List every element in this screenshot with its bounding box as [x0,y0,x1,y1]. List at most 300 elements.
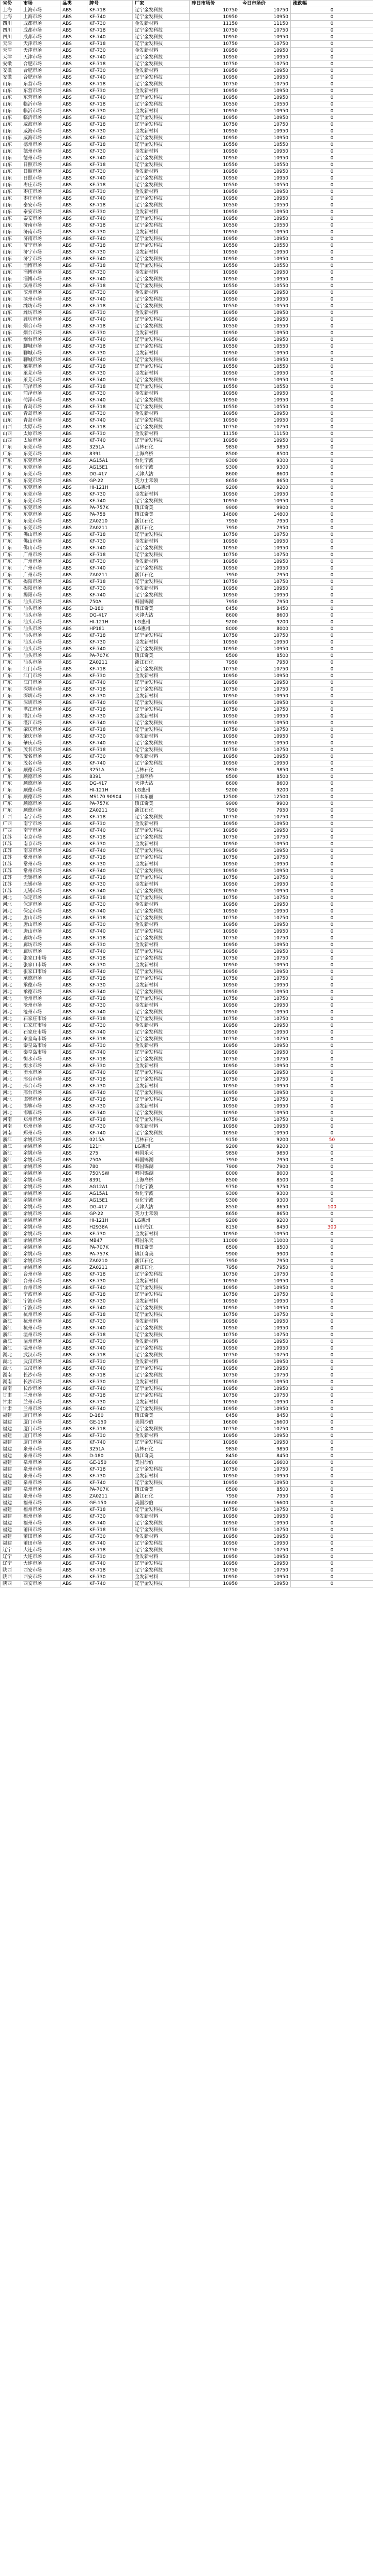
cell-grade: HI-121H [87,485,133,491]
cell-today-price: 10750 [240,1426,291,1433]
cell-yesterday-price: 9900 [190,1251,240,1258]
table-row [1,276,373,283]
table-row [1,108,373,115]
cell-maker: 辽宁金发科技 [133,1440,190,1446]
cell-province: 福建 [1,1453,21,1460]
table-row [1,431,373,438]
cell-category: ABS [60,115,87,122]
table-row [1,720,373,727]
cell-grade: KF-730 [87,1379,133,1386]
cell-maker: 辽宁金发科技 [133,552,190,559]
cell-market: 武汉市场 [21,1366,60,1372]
cell-maker: 美国沙伯 [133,1460,190,1466]
table-row [1,1036,373,1043]
cell-today-price: 10950 [240,310,291,317]
cell-yesterday-price: 10950 [190,1386,240,1392]
cell-today-price: 9750 [240,1184,291,1191]
cell-today-price: 10750 [240,895,291,902]
cell-today-price: 10950 [240,1319,291,1325]
cell-today-price: 10950 [240,135,291,142]
cell-province: 山东 [1,222,21,229]
cell-today-price: 10950 [240,1023,291,1029]
cell-province: 广东 [1,579,21,586]
cell-market: 大连市场 [21,1561,60,1567]
cell-maker: 台化宁波 [133,1184,190,1191]
cell-today-price: 8450 [240,1413,291,1419]
cell-today-price: 10950 [240,1440,291,1446]
cell-maker: 辽宁金发科技 [133,41,190,48]
cell-market: 东莞市场 [21,491,60,498]
cell-maker: 辽宁金发科技 [133,633,190,639]
cell-province: 河北 [1,1076,21,1083]
cell-maker: 辽宁金发科技 [133,1426,190,1433]
cell-province: 广西 [1,828,21,834]
cell-province: 广东 [1,713,21,720]
cell-today-price: 10950 [240,196,291,202]
cell-maker: 浙江石化 [133,1258,190,1265]
cell-grade: KF-718 [87,1466,133,1473]
cell-market: 余姚市场 [21,1171,60,1177]
cell-category: ABS [60,485,87,491]
cell-yesterday-price: 10750 [190,552,240,559]
cell-market: 无锡市场 [21,888,60,895]
cell-province: 浙江 [1,1278,21,1285]
cell-market: 余姚市场 [21,1204,60,1211]
cell-grade: GE-150 [87,1419,133,1426]
cell-category: ABS [60,1097,87,1103]
table-row [1,1534,373,1540]
cell-yesterday-price: 10550 [190,303,240,310]
cell-grade: GP-22 [87,1211,133,1218]
cell-change: 0 [291,1379,373,1386]
cell-market: 余姚市场 [21,1265,60,1271]
cell-category: ABS [60,559,87,565]
cell-change: 100 [291,1204,373,1211]
table-row [1,794,373,801]
cell-province: 浙江 [1,1197,21,1204]
cell-market: 唐山市场 [21,922,60,928]
cell-today-price: 10950 [240,1083,291,1090]
cell-market: 余姚市场 [21,1197,60,1204]
cell-market: 东营市场 [21,81,60,88]
cell-market: 成都市场 [21,34,60,41]
table-row [1,1238,373,1245]
cell-today-price: 10950 [240,1399,291,1406]
table-row [1,1063,373,1070]
cell-category: ABS [60,397,87,404]
cell-province: 广东 [1,505,21,512]
cell-yesterday-price: 10950 [190,310,240,317]
cell-maker: 辽宁金发科技 [133,155,190,162]
cell-maker: LG惠州 [133,619,190,626]
cell-today-price: 10750 [240,1547,291,1554]
cell-category: ABS [60,1540,87,1547]
cell-yesterday-price: 10950 [190,922,240,928]
cell-change: 0 [291,552,373,559]
table-row [1,1023,373,1029]
cell-yesterday-price: 10950 [190,14,240,21]
cell-maker: 天津大沽 [133,781,190,787]
cell-maker: 辽宁金发科技 [133,1392,190,1399]
cell-maker: 金发新材料 [133,229,190,236]
cell-maker: 金发新材料 [133,269,190,276]
cell-today-price: 10950 [240,148,291,155]
cell-yesterday-price: 10950 [190,1339,240,1345]
cell-change: 0 [291,1043,373,1050]
cell-grade: KF-730 [87,693,133,700]
cell-yesterday-price: 8000 [190,626,240,633]
cell-province: 浙江 [1,1177,21,1184]
cell-category: ABS [60,1359,87,1366]
cell-grade: KF-718 [87,202,133,209]
cell-yesterday-price: 10950 [190,1130,240,1137]
cell-category: ABS [60,1305,87,1312]
cell-change: 0 [291,572,373,579]
cell-grade: ZA0211 [87,807,133,814]
table-row [1,740,373,747]
cell-grade: KF-730 [87,88,133,95]
cell-province: 广东 [1,794,21,801]
cell-market: 东莞市场 [21,465,60,471]
cell-category: ABS [60,384,87,391]
cell-grade: DG-417 [87,781,133,787]
table-row [1,680,373,686]
cell-today-price: 10950 [240,229,291,236]
cell-maker: 辽宁金发科技 [133,666,190,673]
cell-category: ABS [60,902,87,908]
cell-yesterday-price: 10950 [190,397,240,404]
cell-grade: KF-740 [87,592,133,599]
cell-category: ABS [60,1245,87,1251]
cell-category: ABS [60,229,87,236]
cell-maker: 金发新材料 [133,1231,190,1238]
cell-yesterday-price: 10950 [190,821,240,828]
cell-market: 顺德市场 [21,774,60,781]
cell-province: 广东 [1,498,21,505]
cell-category: ABS [60,88,87,95]
cell-category: ABS [60,1110,87,1117]
cell-category: ABS [60,760,87,767]
cell-today-price: 10950 [240,249,291,256]
cell-market: 无锡市场 [21,875,60,881]
table-row [1,1520,373,1527]
table-row [1,559,373,565]
cell-change: 0 [291,478,373,485]
cell-maker: 金发新材料 [133,902,190,908]
table-row [1,269,373,276]
cell-market: 厦门市场 [21,1433,60,1440]
table-row [1,122,373,128]
cell-maker: 辽宁金发科技 [133,888,190,895]
cell-grade: HP181 [87,626,133,633]
cell-change: 0 [291,619,373,626]
cell-yesterday-price: 10950 [190,592,240,599]
cell-today-price: 10950 [240,1002,291,1009]
cell-today-price: 10950 [240,1070,291,1076]
cell-maker: 辽宁金发科技 [133,162,190,169]
cell-change: 0 [291,1487,373,1493]
cell-province: 山东 [1,236,21,243]
table-row [1,1278,373,1285]
cell-today-price: 7950 [240,599,291,606]
cell-yesterday-price: 12500 [190,794,240,801]
cell-maker: 辽宁金发科技 [133,34,190,41]
cell-market: 菏泽市场 [21,391,60,397]
cell-yesterday-price: 10950 [190,417,240,424]
cell-maker: 辽宁金发科技 [133,848,190,855]
cell-yesterday-price: 10750 [190,1466,240,1473]
cell-change: 0 [291,680,373,686]
cell-change: 0 [291,1036,373,1043]
cell-grade: KF-718 [87,162,133,169]
cell-market: 泉州市场 [21,1446,60,1453]
cell-maker: 辽宁金发科技 [133,935,190,942]
cell-yesterday-price: 10950 [190,498,240,505]
cell-yesterday-price: 9750 [190,1184,240,1191]
cell-yesterday-price: 8500 [190,1177,240,1184]
table-row [1,1392,373,1399]
table-row [1,1500,373,1507]
cell-category: ABS [60,996,87,1002]
cell-change: 0 [291,404,373,411]
cell-today-price: 10550 [240,182,291,189]
cell-maker: 辽宁金发科技 [133,1305,190,1312]
cell-change: 0 [291,1500,373,1507]
cell-maker: 韩国锦湖 [133,1157,190,1164]
cell-change: 0 [291,128,373,135]
cell-province: 浙江 [1,1191,21,1197]
cell-grade: KF-730 [87,21,133,27]
cell-today-price: 10950 [240,928,291,935]
cell-maker: 镇江奇美 [133,1453,190,1460]
cell-change: 0 [291,1372,373,1379]
cell-today-price: 10950 [240,491,291,498]
cell-change: 0 [291,1103,373,1110]
cell-market: 深圳市场 [21,693,60,700]
cell-category: ABS [60,875,87,881]
cell-category: ABS [60,1487,87,1493]
cell-grade: KF-718 [87,243,133,249]
table-row [1,1419,373,1426]
cell-change: 0 [291,1150,373,1157]
cell-change: 0 [291,512,373,518]
cell-yesterday-price: 10550 [190,142,240,148]
cell-maker: 辽宁金发科技 [133,1567,190,1574]
cell-market: 南宁市场 [21,821,60,828]
table-row [1,485,373,491]
cell-grade: KF-718 [87,343,133,350]
cell-change: 0 [291,1399,373,1406]
cell-market: 沧州市场 [21,1002,60,1009]
cell-category: ABS [60,1197,87,1204]
cell-yesterday-price: 10750 [190,915,240,922]
cell-category: ABS [60,471,87,478]
cell-market: 日照市场 [21,175,60,182]
cell-maker: 辽宁金发科技 [133,1366,190,1372]
cell-province: 河北 [1,1097,21,1103]
cell-change: 0 [291,1144,373,1150]
cell-yesterday-price: 10750 [190,955,240,962]
table-row [1,21,373,27]
cell-grade: HI-121H [87,619,133,626]
cell-category: ABS [60,1406,87,1413]
cell-change: 0 [291,122,373,128]
cell-market: 深圳市场 [21,700,60,707]
cell-maker: 浙江石化 [133,660,190,666]
cell-today-price: 10950 [240,720,291,727]
cell-province: 河北 [1,1009,21,1016]
cell-grade: KF-740 [87,908,133,915]
table-row [1,458,373,465]
cell-change: 0 [291,875,373,881]
cell-category: ABS [60,713,87,720]
cell-today-price: 10950 [240,216,291,222]
table-row [1,1050,373,1056]
cell-yesterday-price: 10950 [190,1124,240,1130]
col-yesterday-price: 昨日市场价 [190,1,240,7]
cell-today-price: 10750 [240,579,291,586]
cell-market: 潍坊市场 [21,303,60,310]
cell-grade: KF-730 [87,48,133,54]
cell-change: 0 [291,283,373,290]
table-row [1,1029,373,1036]
cell-category: ABS [60,1231,87,1238]
cell-maker: 韩国乐天 [133,1150,190,1157]
cell-province: 河北 [1,955,21,962]
cell-category: ABS [60,1453,87,1460]
cell-maker: 辽宁金发科技 [133,700,190,707]
cell-maker: 金发新材料 [133,713,190,720]
cell-yesterday-price: 10550 [190,162,240,169]
cell-province: 河北 [1,996,21,1002]
table-row [1,377,373,384]
cell-province: 福建 [1,1446,21,1453]
cell-grade: KF-740 [87,54,133,61]
cell-category: ABS [60,1446,87,1453]
cell-grade: DG-417 [87,1204,133,1211]
cell-today-price: 10950 [240,1325,291,1332]
cell-grade: KF-718 [87,552,133,559]
cell-market: 济宁市场 [21,243,60,249]
cell-yesterday-price: 10950 [190,1050,240,1056]
cell-maker: 金发新材料 [133,1359,190,1366]
table-row [1,7,373,14]
cell-today-price: 16600 [240,1460,291,1466]
cell-province: 山东 [1,209,21,216]
cell-grade: KF-718 [87,424,133,431]
cell-province: 河北 [1,895,21,902]
cell-yesterday-price: 10550 [190,283,240,290]
cell-yesterday-price: 10550 [190,222,240,229]
cell-grade: D-180 [87,1453,133,1460]
cell-maker: 镇江奇美 [133,1251,190,1258]
cell-category: ABS [60,478,87,485]
cell-market: 菏泽市场 [21,397,60,404]
cell-market: 茂名市场 [21,747,60,754]
cell-maker: 上海高桥 [133,1177,190,1184]
cell-category: ABS [60,1433,87,1440]
cell-market: 宁波市场 [21,1292,60,1298]
cell-category: ABS [60,1298,87,1305]
cell-yesterday-price: 9850 [190,1446,240,1453]
cell-today-price: 10750 [240,552,291,559]
cell-province: 河北 [1,1083,21,1090]
cell-grade: KF-730 [87,538,133,545]
cell-maker: 金发新材料 [133,1574,190,1581]
cell-today-price: 10950 [240,1534,291,1540]
cell-change: 0 [291,1419,373,1426]
cell-today-price: 10950 [240,330,291,337]
cell-market: 莱芜市场 [21,377,60,384]
cell-yesterday-price: 10950 [190,538,240,545]
cell-market: 肇庆市场 [21,740,60,747]
cell-category: ABS [60,290,87,296]
cell-market: 东莞市场 [21,485,60,491]
cell-province: 安徽 [1,68,21,74]
cell-change: 0 [291,1433,373,1440]
cell-market: 唐山市场 [21,915,60,922]
cell-province: 山东 [1,202,21,209]
cell-maker: 金发新材料 [133,1298,190,1305]
table-row [1,525,373,532]
cell-province: 广东 [1,686,21,693]
cell-market: 武汉市场 [21,1352,60,1359]
cell-yesterday-price: 8600 [190,471,240,478]
cell-maker: 辽宁金发科技 [133,875,190,881]
cell-grade: KF-730 [87,249,133,256]
cell-market: 菏泽市场 [21,384,60,391]
cell-market: 保定市场 [21,908,60,915]
cell-today-price: 10950 [240,592,291,599]
cell-market: 台州市场 [21,1278,60,1285]
cell-grade: AG15A1 [87,1191,133,1197]
table-row [1,357,373,364]
cell-today-price: 10950 [240,1130,291,1137]
cell-market: 莆田市场 [21,1540,60,1547]
cell-category: ABS [60,263,87,269]
table-row [1,868,373,875]
cell-category: ABS [60,767,87,774]
cell-maker: 金发新材料 [133,881,190,888]
cell-grade: 3251A [87,767,133,774]
table-row [1,370,373,377]
cell-yesterday-price: 11150 [190,431,240,438]
cell-change: 0 [291,438,373,444]
cell-yesterday-price: 10750 [190,1352,240,1359]
cell-province: 广东 [1,740,21,747]
cell-yesterday-price: 10750 [190,1076,240,1083]
table-row [1,781,373,787]
cell-grade: PA-757K [87,801,133,807]
cell-category: ABS [60,1171,87,1177]
cell-market: 汕头市场 [21,606,60,612]
cell-province: 广东 [1,612,21,619]
cell-yesterday-price: 10550 [190,364,240,370]
table-row [1,1426,373,1433]
table-row [1,48,373,54]
cell-province: 山东 [1,196,21,202]
cell-today-price: 10950 [240,48,291,54]
cell-maker: 韩国锦湖 [133,1171,190,1177]
cell-grade: KF-740 [87,1325,133,1332]
cell-today-price: 10750 [240,1292,291,1298]
cell-yesterday-price: 10950 [190,357,240,364]
cell-province: 广东 [1,754,21,760]
cell-grade: KF-740 [87,888,133,895]
cell-category: ABS [60,1507,87,1514]
cell-category: ABS [60,236,87,243]
cell-yesterday-price: 10950 [190,639,240,646]
